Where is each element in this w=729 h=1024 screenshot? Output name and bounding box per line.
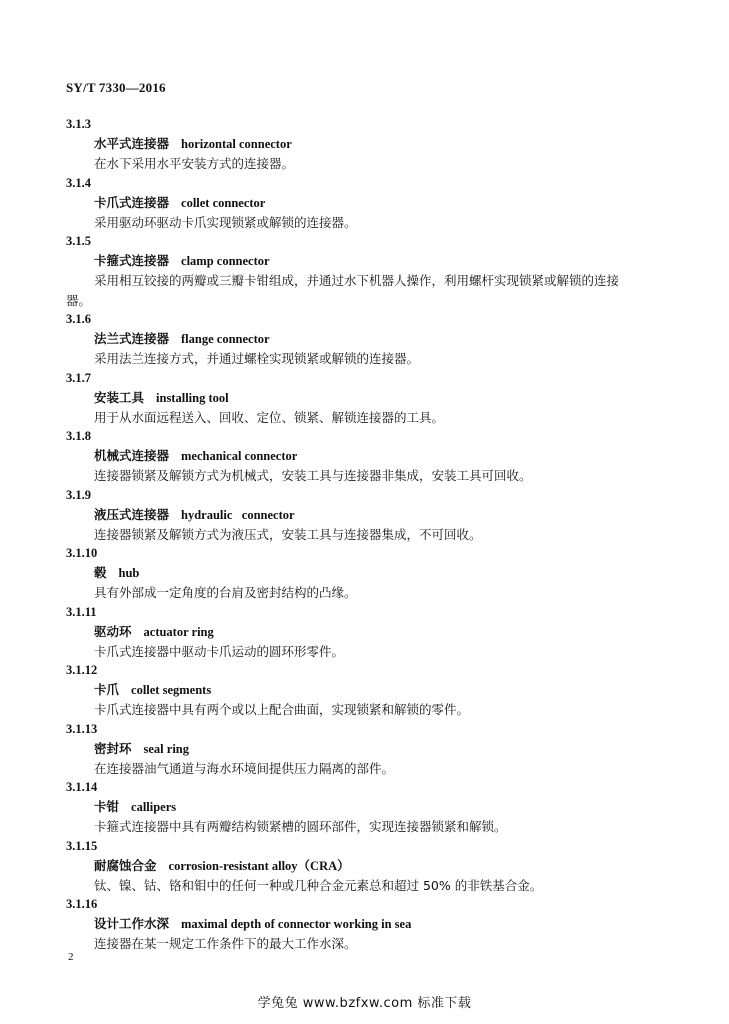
term-definition: 连接器锁紧及解锁方式为机械式，安装工具与连接器非集成，安装工具可回收。 [94, 468, 532, 483]
term-heading [66, 329, 686, 349]
term-definition: 采用驱动环驱动卡爪实现锁紧或解锁的连接器。 [94, 214, 357, 230]
term-entry [66, 603, 686, 662]
term-chinese: 安装工具 [94, 389, 145, 405]
term-entry [66, 661, 686, 720]
clause-number: 3.1.9 [66, 487, 91, 502]
page-number: 2 [68, 951, 74, 963]
term-entry [66, 174, 686, 233]
term-chinese: 机械式连接器 [94, 448, 170, 463]
term-definition-continuation: 器。 [66, 292, 92, 308]
term-definition: 在水下采用水平安装方式的连接器。 [94, 156, 295, 171]
term-english: hub [118, 566, 140, 580]
clause-number: 3.1.16 [66, 897, 98, 911]
term-chinese: 设计工作水深 [94, 916, 170, 931]
term-definition: 采用法兰连接方式，并通过螺栓实现锁紧或解锁的连接器。 [94, 351, 420, 366]
term-definition: 连接器在某一规定工作条件下的最大工作水深。 [94, 936, 357, 951]
term-english: flange connector [181, 332, 270, 346]
term-definition: 卡箍式连接器中具有两瓣结构锁紧槽的圆环部件，实现连接器锁紧和解锁。 [94, 819, 507, 834]
clause-number: 3.1.12 [66, 663, 98, 677]
term-entry [66, 486, 686, 545]
term-definition-line: 采用相互铰接的两瓣或三瓣卡钳组成，并通过水下机器人操作，利用螺杆实现锁紧或解锁的连接 [94, 273, 620, 288]
document-code-header: SY/T 7330—2016 [66, 80, 166, 95]
term-english: seal ring [143, 741, 189, 756]
term-entry [66, 544, 686, 603]
term-entry [66, 837, 686, 896]
term-heading [66, 856, 686, 876]
term-entry [66, 115, 686, 174]
term-english: collet segments [131, 683, 212, 697]
clause-number: 3.1.6 [66, 312, 91, 326]
clause-number: 3.1.13 [66, 721, 98, 736]
term-heading [66, 739, 686, 759]
terms-definitions-list [66, 115, 686, 954]
term-entry [66, 369, 686, 428]
term-entry [66, 310, 686, 369]
term-english: maximal depth of connector working in sea [181, 917, 412, 931]
term-chinese: 耐腐蚀合金 [94, 857, 157, 873]
clause-number: 3.1.3 [66, 117, 91, 131]
term-definition: 连接器锁紧及解锁方式为液压式，安装工具与连接器集成，不可回收。 [94, 526, 482, 542]
term-entry [66, 427, 686, 486]
clause-number: 3.1.14 [66, 780, 98, 794]
term-entry [66, 232, 686, 310]
term-heading [66, 680, 686, 700]
clause-number: 3.1.4 [66, 175, 91, 190]
term-heading [66, 388, 686, 408]
clause-number: 3.1.10 [66, 546, 98, 560]
term-chinese: 卡箍式连接器 [94, 253, 170, 268]
term-heading [66, 134, 686, 154]
term-chinese: 液压式连接器 [94, 506, 170, 522]
term-chinese: 水平式连接器 [94, 136, 170, 151]
term-entry [66, 720, 686, 779]
term-definition: 具有外部成一定角度的台肩及密封结构的凸缘。 [94, 585, 357, 600]
term-english: horizontal connector [181, 137, 292, 151]
term-definition: 钛、镍、钴、铬和钼中的任何一种或几种合金元素总和超过 50% 的非铁基合金。 [94, 877, 543, 893]
watermark-footer: 学兔兔 www.bzfxw.com 标准下载 [257, 996, 472, 1011]
term-english: installing tool [156, 390, 229, 405]
term-chinese: 卡爪 [94, 682, 120, 697]
term-heading [66, 251, 686, 271]
term-chinese: 毂 [94, 565, 107, 580]
term-heading [66, 563, 686, 583]
term-chinese: 卡钳 [94, 799, 120, 814]
term-english: mechanical connector [181, 449, 298, 463]
clause-number: 3.1.8 [66, 429, 91, 443]
term-heading [66, 914, 686, 934]
term-heading [66, 622, 686, 642]
term-definition: 卡爪式连接器中驱动卡爪运动的圆环形零件。 [94, 643, 345, 659]
term-chinese: 法兰式连接器 [94, 331, 170, 346]
clause-number: 3.1.11 [66, 604, 97, 619]
clause-number: 3.1.5 [66, 234, 91, 248]
term-entry [66, 895, 686, 954]
term-heading [66, 797, 686, 817]
clause-number: 3.1.15 [66, 838, 98, 853]
term-english: clamp connector [181, 254, 270, 268]
term-definition: 用于从水面远程送入、回收、定位、锁紧、解锁连接器的工具。 [94, 409, 445, 425]
term-english: callipers [131, 800, 177, 814]
term-heading [66, 505, 686, 525]
term-entry [66, 778, 686, 837]
clause-number: 3.1.7 [66, 370, 91, 385]
term-english: hydraulic connector [181, 507, 295, 522]
term-english: corrosion-resistant alloy（CRA） [168, 858, 350, 873]
term-english: collet connector [181, 195, 266, 210]
term-definition [66, 271, 686, 310]
term-english: actuator ring [143, 624, 214, 639]
term-chinese: 卡爪式连接器 [94, 194, 170, 210]
term-definition: 在连接器油气通道与海水环境间提供压力隔离的部件。 [94, 760, 395, 776]
term-chinese: 驱动环 [94, 623, 132, 639]
term-definition: 卡爪式连接器中具有两个或以上配合曲面，实现锁紧和解锁的零件。 [94, 702, 470, 717]
term-chinese: 密封环 [94, 740, 132, 756]
term-heading [66, 193, 686, 213]
term-heading [66, 446, 686, 466]
